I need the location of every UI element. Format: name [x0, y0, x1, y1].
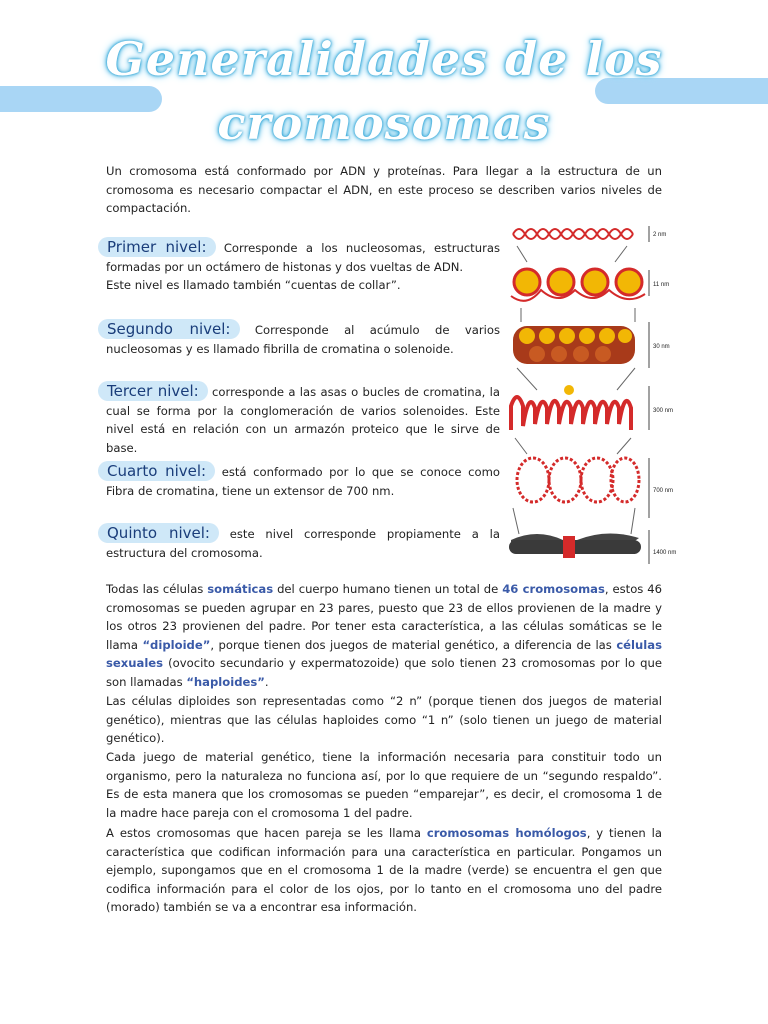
page-title-line2: cromosomas: [217, 96, 551, 150]
level-5: [106, 524, 500, 562]
p1-text-a: Todas las células: [106, 582, 208, 596]
level-5-text: este nivel corresponde propiamente a la estructura del cromosoma.: [106, 527, 500, 560]
zoom-lines-1: [517, 246, 627, 262]
level-4: [106, 462, 500, 500]
body-paragraph-3: Cada juego de material genético, tiene la información necesaria para constituir todo un organismo, pero la naturaleza no funciona así, por lo que requiere de un “segundo respaldo”. Es de esta manera que los cromosomas se pueden “emparejar”, es decir, el cromosoma 1 de la madre hace pareja con el cromosoma 1 del padre.: [106, 750, 662, 820]
chromatin-compaction-figure: [507, 218, 685, 570]
level-5-label: Quinto nivel:: [98, 523, 219, 543]
zoom-lines-3: [517, 368, 635, 390]
scale-label-700nm: 700 nm: [653, 488, 674, 494]
level-1-text2: Este nivel es llamado también “cuentas de collar”.: [106, 278, 401, 293]
keyword-haploides: “haploides”: [186, 674, 265, 689]
scale-label-30nm: 30 nm: [653, 344, 670, 350]
intro-paragraph: Un cromosoma está conformado por ADN y proteínas. Para llegar a la estructura de un cromosoma es necesario compactar el ADN, en este proceso se describen varios niveles de compactación.: [106, 164, 662, 216]
body-paragraph-2: Las células diploides son representadas como “2 n” (porque tienen dos juegos de material genético), mientras que las células haploides como “1 n” (solo tienen un juego de material genético).: [106, 694, 662, 746]
keyword-diploide: “diploide”: [142, 637, 211, 652]
p1-text-c: , estos 46 cromosomas se pueden agrupar en 23 pares, puesto que 23 de ellos provienen de la madre y los otros 23 provienen del padre. Por tener esta característica, a las células somáticas se le llama: [106, 582, 662, 652]
p1-text-f: .: [264, 674, 269, 689]
scale-label-1400nm: 1400 nm: [653, 550, 677, 556]
level-3-label: Tercer nivel:: [98, 381, 208, 401]
metaphase-chromosome: [509, 533, 641, 558]
level-4-text: está conformado por lo que se conoce como Fibra de cromatina, tiene un extensor de 700 nm.: [106, 465, 500, 498]
keyword-cromosomas-homologos: cromosomas homólogos: [426, 826, 587, 840]
zoom-lines-4: [515, 438, 631, 454]
level-3: [106, 382, 500, 457]
keyword-somaticas: somáticas: [207, 582, 274, 596]
level-2-label: Segundo nivel:: [98, 319, 240, 339]
level-1-label: Primer nivel:: [98, 237, 216, 257]
nucleosome-beads: [511, 269, 645, 301]
keyword-celulas-sexuales: células sexuales: [106, 637, 662, 671]
zoom-lines-2: [521, 308, 635, 322]
scale-label-300nm: 300 nm: [653, 408, 674, 414]
p1-text-d: , porque tienen dos juegos de material genético, a diferencia de las: [210, 637, 617, 652]
dna-double-helix: [513, 229, 633, 239]
level-3-text: corresponde a las asas o bucles de cromatina, la cual se forma por la conglomeración de varios solenoides. Este nivel está en relación con un armazón proteico que le sirve de base.: [106, 385, 501, 455]
zoom-lines-5: [513, 508, 635, 534]
scale-label-11nm: 11 nm: [653, 282, 670, 288]
page-title-line1: Generalidades de los: [105, 32, 663, 86]
level-1-text: Corresponde a los nucleosomas, estructuras formadas por un octámero de histonas y dos vueltas de ADN.: [106, 241, 500, 274]
condensed-chromatin-fiber: [517, 458, 639, 502]
body-paragraph-4: [106, 824, 662, 917]
level-4-label: Cuarto nivel:: [98, 461, 215, 481]
keyword-46-cromosomas: 46 cromosomas: [502, 582, 605, 596]
p4-text-a: A estos cromosomas que hacen pareja se les llama: [106, 826, 427, 840]
p1-text-b: del cuerpo humano tienen un total de: [273, 582, 503, 596]
solenoid-fiber: [513, 326, 635, 364]
p1-text-e: (ovocito secundario y expermatozoide) que solo tienen 23 cromosomas por lo que son llamadas: [106, 656, 662, 689]
level-2-text: Corresponde al acúmulo de varios nucleosomas y es llamado fibrilla de cromatina o solenoide.: [106, 323, 501, 356]
chromatin-loops: [511, 385, 631, 430]
level-2: [106, 320, 500, 358]
p4-text-b: , y tienen la característica que codifican información para una característica en particular. Pongamos un ejemplo, supongamos que en el cromosoma 1 de la madre (verde) se encuentra el gen que codifica información para el color de los ojos, por lo tanto en el cromosoma uno del padre (morado) también se va a encontrar esa información.: [106, 826, 662, 915]
level-1: [106, 238, 500, 295]
scale-label-2nm: 2 nm: [653, 232, 667, 238]
body-paragraph-1: [106, 580, 662, 692]
